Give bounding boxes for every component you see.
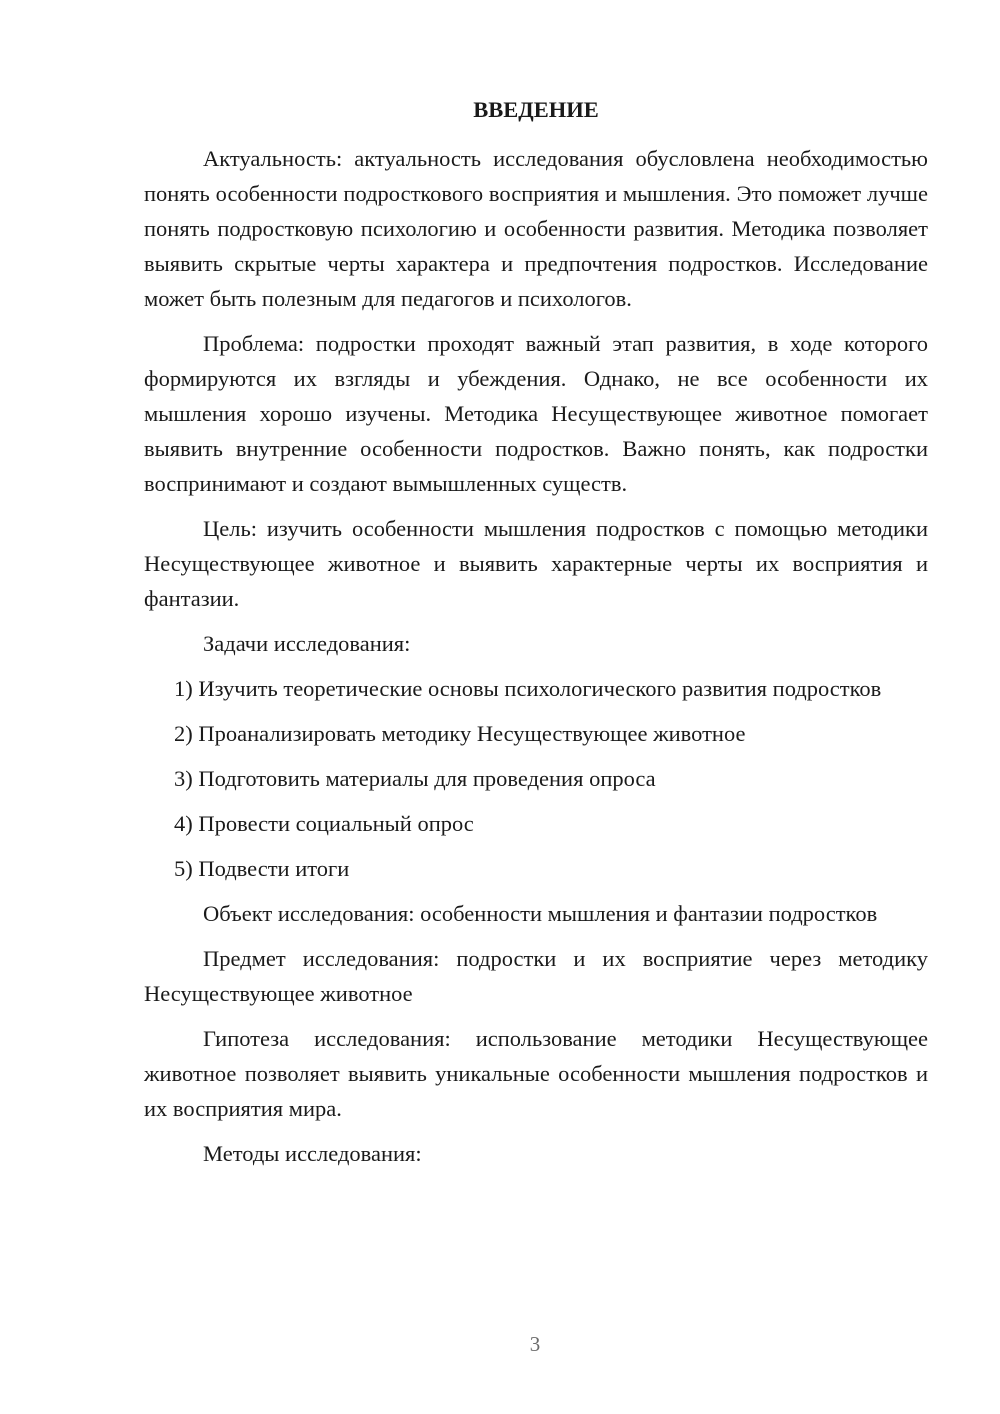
page-number: 3	[529, 1332, 541, 1356]
tasks-list	[144, 671, 928, 886]
problem-paragraph: Проблема: подростки проходят важный этап развития, в ходе которого формируются их взгляды и убеждения. Однако, не все особенности их мышления хорошо изучены. Методика Несуществующее животное помогает выявить внутренние особенности подростков. Важно понять, как подростки воспринимают и создают вымышленных существ.	[144, 331, 928, 496]
section-heading: ВВЕДЕНИЕ	[473, 97, 599, 122]
list-item: 4) Провести социальный опрос	[174, 811, 474, 836]
methods-title: Методы исследования:	[203, 1141, 422, 1166]
relevance-paragraph: Актуальность: актуальность исследования обусловлена необходимостью понять особенности подросткового восприятия и мышления. Это поможет лучше понять подростковую психологию и особенности развития. Методика позволяет выявить скрытые черты характера и предпочтения подростков. Исследование может быть полезным для педагогов и психологов.	[144, 146, 928, 311]
object-paragraph: Объект исследования: особенности мышления и фантазии подростков	[203, 901, 878, 926]
hypothesis-paragraph: Гипотеза исследования: использование методики Несуществующее животное позволяет выявить уникальные особенности мышления подростков и их восприятия мира.	[144, 1026, 928, 1121]
goal-paragraph: Цель: изучить особенности мышления подростков с помощью методики Несуществующее животное и выявить характерные черты их восприятия и фантазии.	[144, 516, 928, 611]
tasks-title: Задачи исследования:	[203, 631, 411, 656]
list-item: 2) Проанализировать методику Несуществующее животное	[174, 721, 746, 746]
list-item: 1) Изучить теоретические основы психологического развития подростков	[174, 676, 882, 701]
subject-paragraph: Предмет исследования: подростки и их восприятие через методику Несуществующее животное	[144, 946, 928, 1006]
list-item: 5) Подвести итоги	[174, 856, 350, 881]
list-item: 3) Подготовить материалы для проведения опроса	[174, 766, 656, 791]
page-content	[144, 94, 928, 1181]
